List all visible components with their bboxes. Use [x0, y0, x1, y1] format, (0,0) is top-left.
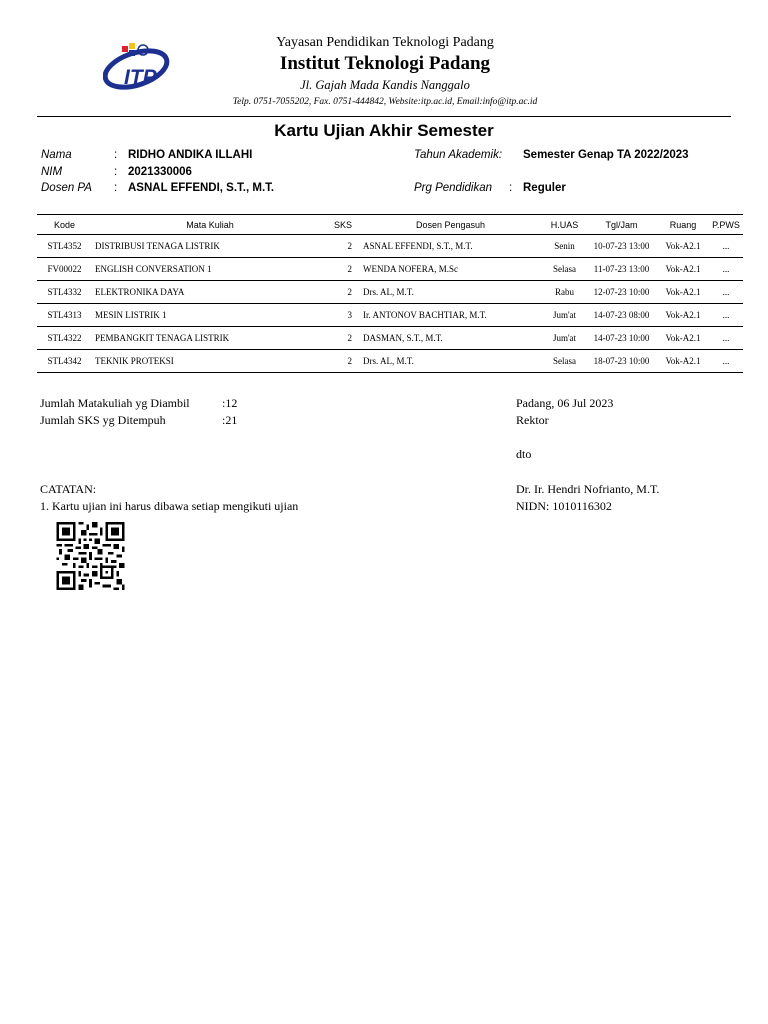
qr-code [55, 522, 126, 590]
cell-dosen: ASNAL EFFENDI, S.T., M.T. [358, 235, 543, 258]
cell-pws: ... [709, 327, 743, 350]
col-header-ruang: Ruang [657, 215, 709, 235]
table-header-row [37, 215, 743, 235]
cell-ruang: Vok-A2.1 [657, 327, 709, 350]
cell-tgl-jam: 18-07-23 10:00 [586, 350, 657, 373]
cell-pws: ... [709, 281, 743, 304]
cell-ruang: Vok-A2.1 [657, 281, 709, 304]
cell-sks: 2 [328, 327, 358, 350]
cell-tgl-jam: 14-07-23 08:00 [586, 304, 657, 327]
advisor-colon: : [114, 182, 118, 194]
col-header-mata-kuliah: Mata Kuliah [92, 215, 328, 235]
exam-schedule-table [37, 214, 743, 373]
notes-label: CATATAN: [40, 482, 97, 496]
education-level: Reguler [523, 182, 566, 194]
sks-total-label: Jumlah SKS yg Ditempuh [40, 413, 166, 427]
cell-ruang: Vok-A2.1 [657, 350, 709, 373]
cell-sks: 2 [328, 281, 358, 304]
cell-pws: ... [709, 304, 743, 327]
name-label: Nama [41, 149, 72, 161]
cell-kode: STL4322 [37, 327, 92, 350]
table-row [37, 304, 743, 327]
header-divider [37, 116, 731, 117]
cell-mata-kuliah: ENGLISH CONVERSATION 1 [92, 258, 328, 281]
cell-sks: 2 [328, 350, 358, 373]
sks-total-value: :21 [222, 413, 238, 427]
cell-mata-kuliah: MESIN LISTRIK 1 [92, 304, 328, 327]
table-row [37, 350, 743, 373]
courses-count-label: Jumlah Matakuliah yg Diambil [40, 396, 190, 410]
cell-kode: STL4313 [37, 304, 92, 327]
cell-kode: STL4332 [37, 281, 92, 304]
cell-dosen: Drs. AL, M.T. [358, 281, 543, 304]
col-header-dosen: Dosen Pengasuh [358, 215, 543, 235]
academic-year: Semester Genap TA 2022/2023 [523, 149, 689, 161]
cell-mata-kuliah: PEMBANGKIT TENAGA LISTRIK [92, 327, 328, 350]
advisor-label: Dosen PA [41, 182, 92, 194]
logo-text: ITP [124, 66, 157, 89]
cell-sks: 2 [328, 258, 358, 281]
table-row [37, 258, 743, 281]
cell-tgl-jam: 10-07-23 13:00 [586, 235, 657, 258]
cell-pws: ... [709, 350, 743, 373]
education-level-colon: : [509, 182, 513, 194]
nim-colon: : [114, 166, 118, 178]
cell-dosen: WENDA NOFERA, M.Sc [358, 258, 543, 281]
table-row [37, 327, 743, 350]
table-row [37, 281, 743, 304]
col-header-hari: H.UAS [543, 215, 586, 235]
col-header-pws: P.PWS [709, 215, 743, 235]
signature-place-date: Padang, 06 Jul 2023 [516, 396, 614, 410]
cell-mata-kuliah: DISTRIBUSI TENAGA LISTRIK [92, 235, 328, 258]
cell-tgl-jam: 12-07-23 10:00 [586, 281, 657, 304]
institute-name: Institut Teknologi Padang [279, 53, 491, 74]
cell-mata-kuliah: TEKNIK PROTEKSI [92, 350, 328, 373]
student-nim: 2021330006 [128, 166, 192, 178]
cell-hari: Senin [543, 235, 586, 258]
table-row [37, 235, 743, 258]
name-colon: : [114, 149, 118, 161]
cell-ruang: Vok-A2.1 [657, 258, 709, 281]
col-header-tgl-jam: Tgl/Jam [586, 215, 657, 235]
cell-tgl-jam: 14-07-23 10:00 [586, 327, 657, 350]
cell-dosen: DASMAN, S.T., M.T. [358, 327, 543, 350]
cell-ruang: Vok-A2.1 [657, 304, 709, 327]
cell-pws: ... [709, 235, 743, 258]
student-name: RIDHO ANDIKA ILLAHI [128, 149, 253, 161]
advisor-name: ASNAL EFFENDI, S.T., M.T. [128, 182, 275, 194]
cell-sks: 2 [328, 235, 358, 258]
cell-sks: 3 [328, 304, 358, 327]
foundation-name: Yayasan Pendidikan Teknologi Padang [276, 35, 494, 50]
signatory-nidn: NIDN: 1010116302 [516, 499, 612, 513]
institute-address: Jl. Gajah Mada Kandis Nanggalo [300, 78, 470, 92]
signature-position: Rektor [516, 413, 549, 427]
cell-ruang: Vok-A2.1 [657, 235, 709, 258]
signature-mark: dto [516, 447, 532, 461]
signatory-name: Dr. Ir. Hendri Nofrianto, M.T. [516, 482, 660, 496]
academic-year-label: Tahun Akademik: [414, 149, 503, 161]
nim-label: NIM [41, 166, 63, 178]
cell-hari: Selasa [543, 350, 586, 373]
cell-kode: FV00022 [37, 258, 92, 281]
institute-contact: Telp. 0751-7055202, Fax. 0751-444842, Website:itp.ac.id, Email:info@itp.ac.id [232, 97, 538, 107]
cell-hari: Jum'at [543, 304, 586, 327]
cell-dosen: Ir. ANTONOV BACHTIAR, M.T. [358, 304, 543, 327]
col-header-kode: Kode [37, 215, 92, 235]
education-level-label: Prg Pendidikan [414, 182, 492, 194]
notes-item: 1. Kartu ujian ini harus dibawa setiap mengikuti ujian [40, 499, 299, 513]
cell-hari: Rabu [543, 281, 586, 304]
cell-tgl-jam: 11-07-23 13:00 [586, 258, 657, 281]
cell-dosen: Drs. AL, M.T. [358, 350, 543, 373]
col-header-sks: SKS [328, 215, 358, 235]
cell-kode: STL4342 [37, 350, 92, 373]
document-title: Kartu Ujian Akhir Semester [274, 121, 494, 140]
cell-hari: Jum'at [543, 327, 586, 350]
cell-mata-kuliah: ELEKTRONIKA DAYA [92, 281, 328, 304]
cell-kode: STL4352 [37, 235, 92, 258]
cell-hari: Selasa [543, 258, 586, 281]
courses-count-value: :12 [222, 396, 238, 410]
cell-pws: ... [709, 258, 743, 281]
